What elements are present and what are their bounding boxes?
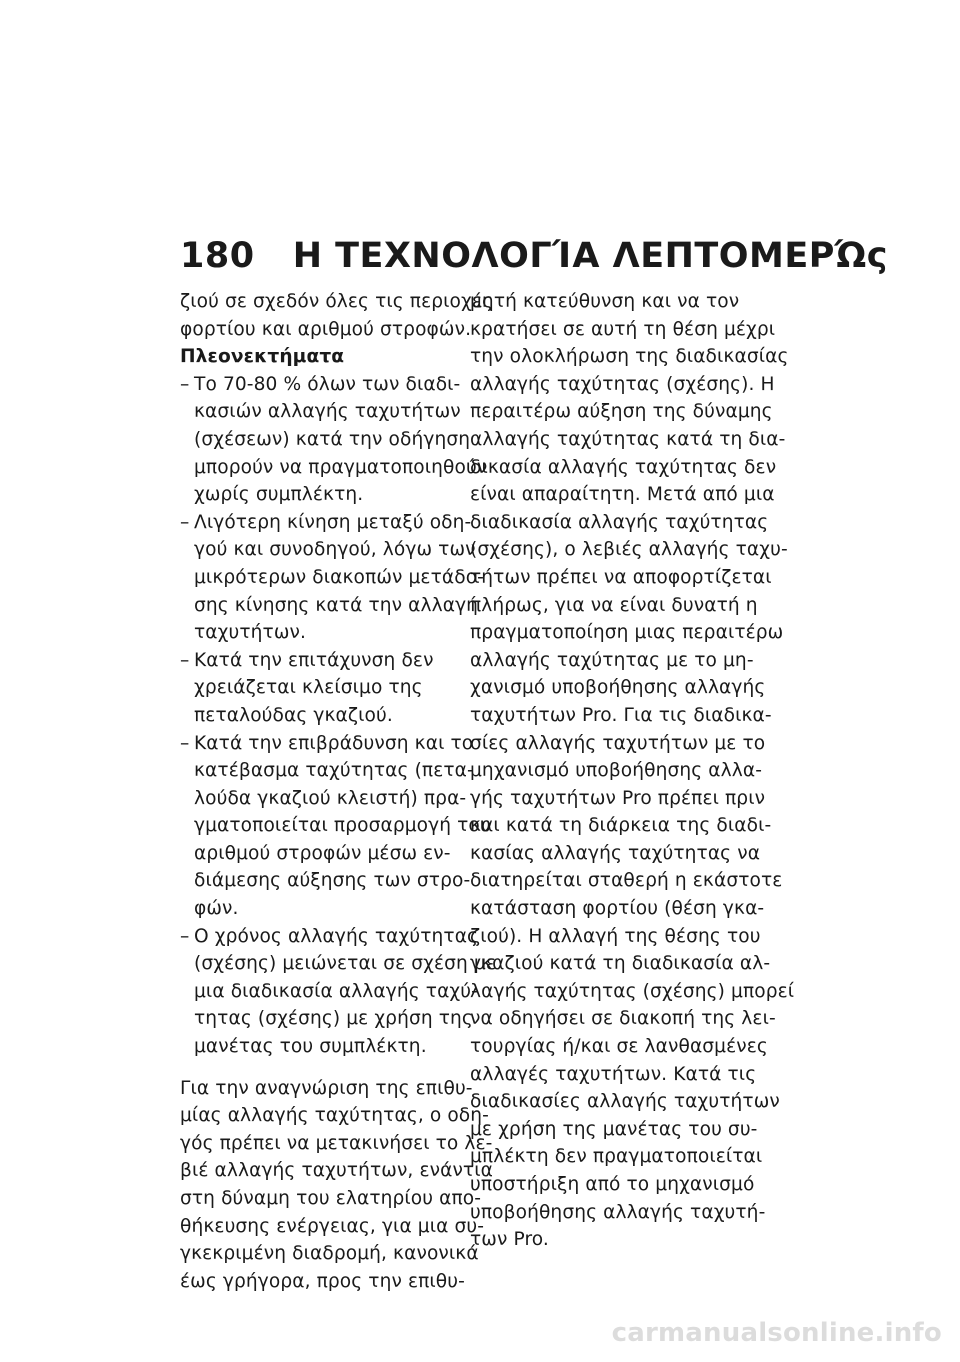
paragraph-line: αλλαγής ταχύτητας κατά τη δια- <box>470 428 786 450</box>
item-line: (σχέσης) μειώνεται σε σχέση με <box>194 953 496 975</box>
paragraph-line: αλλαγής ταχύτητας με το μη- <box>470 649 754 671</box>
paragraph-line: των Pro. <box>470 1229 549 1251</box>
left-column <box>180 288 496 1295</box>
item-line: διάμεσης αύξησης των στρο- <box>194 870 471 892</box>
paragraph-line: χανισμό υποβοήθησης αλλαγής <box>470 677 766 699</box>
paragraph-line: σίες αλλαγής ταχυτήτων με το <box>470 732 766 754</box>
item-line: γματοποιείται προσαρμογή του <box>194 815 491 837</box>
intro-line: φορτίου και αριθμού στροφών. <box>180 318 472 340</box>
item-line: Ο χρόνος αλλαγής ταχύτητας <box>194 925 479 947</box>
paragraph-line: γής ταχυτήτων Pro πρέπει πριν <box>470 787 766 809</box>
watermark: carmanualsonline.info <box>611 1318 942 1348</box>
item-line: γού και συνοδηγού, λόγω των <box>194 539 476 561</box>
body-paragraph <box>180 1075 493 1296</box>
bullet-dash: – <box>180 511 190 533</box>
item-line: σης κίνησης κατά την αλλαγή <box>194 594 479 616</box>
paragraph-line: (σχέσης), ο λεβιές αλλαγής ταχυ- <box>470 539 788 561</box>
item-line: Κατά την επιβράδυνση και το <box>194 732 474 754</box>
paragraph-line: λαγής ταχύτητας (σχέσης) μπορεί <box>470 980 795 1002</box>
section-title: Η ΤΕΧΝΟΛΟΓΊΑ ΛΕΠΤΟΜΕΡΏς <box>292 236 888 276</box>
paragraph-line: γκεκριμένη διαδρομή, κανονικά <box>180 1243 479 1265</box>
paragraph-line: να οδηγήσει σε διακοπή της λει- <box>470 1008 776 1030</box>
item-line: μικρότερων διακοπών μετάδο- <box>194 566 484 588</box>
paragraph-line: ζιού). Η αλλαγή της θέσης του <box>470 925 761 947</box>
item-line: μπορούν να πραγματοποιηθούν <box>194 456 488 478</box>
paragraph-line: πραγματοποίηση μιας περαιτέρω <box>470 622 784 644</box>
paragraph-line: τήτων πρέπει να αποφορτίζεται <box>470 566 772 588</box>
paragraph-line: την ολοκλήρωση της διαδικασίας <box>470 346 789 368</box>
item-line: ταχυτήτων. <box>194 622 306 644</box>
paragraph-line: μίας αλλαγής ταχύτητας, ο οδη- <box>180 1105 489 1127</box>
bullet-dash: – <box>180 925 190 947</box>
paragraph-line: τουργίας ή/και σε λανθασμένες <box>470 1036 768 1058</box>
item-line: πεταλούδας γκαζιού. <box>194 704 393 726</box>
paragraph-line: διαδικασίες αλλαγής ταχυτήτων <box>470 1091 780 1113</box>
item-line: (σχέσεων) κατά την οδήγηση <box>194 428 471 450</box>
paragraph-line: δικασία αλλαγής ταχύτητας δεν <box>470 456 777 478</box>
paragraph-line: ταχυτήτων Pro. Για τις διαδικα- <box>470 704 772 726</box>
paragraph-line: υποστήριξη από το μηχανισμό <box>470 1174 755 1195</box>
paragraph-line: περαιτέρω αύξηση της δύναμης <box>470 401 773 423</box>
item-line: Κατά την επιτάχυνση δεν <box>194 649 434 671</box>
item-line: χωρίς συμπλέκτη. <box>194 484 364 506</box>
paragraph-line: στη δύναμη του ελατηρίου απο- <box>180 1188 482 1209</box>
advantage-item <box>180 647 450 730</box>
paragraph-line: γκαζιού κατά τη διαδικασία αλ- <box>470 953 771 975</box>
intro-line: ζιού σε σχεδόν όλες τις περιοχές <box>180 291 494 312</box>
paragraph-line: και κατά τη διάρκεια της διαδι- <box>470 815 772 837</box>
paragraph-line: διαδικασία αλλαγής ταχύτητας <box>470 511 769 533</box>
item-line: φών. <box>194 898 239 920</box>
paragraph-line: αλλαγές ταχυτήτων. Κατά τις <box>470 1063 757 1085</box>
paragraph-line: μπλέκτη δεν πραγματοποιείται <box>470 1146 763 1168</box>
paragraph-line: Για την αναγνώριση της επιθυ- <box>180 1077 473 1099</box>
paragraph-line: βιέ αλλαγής ταχυτήτων, ενάντια <box>180 1160 493 1182</box>
paragraph-line: μηχανισμό υποβοήθησης αλλα- <box>470 760 763 782</box>
advantage-item <box>180 730 491 923</box>
paragraph-line: κατάσταση φορτίου (θέση γκα- <box>470 898 765 920</box>
paragraph-line: διατηρείται σταθερή η εκάστοτε <box>470 870 783 892</box>
item-line: μια διαδικασία αλλαγής ταχύ- <box>194 980 478 1002</box>
advantages-heading: Πλεονεκτήματα <box>180 346 345 368</box>
item-line: κασιών αλλαγής ταχυτήτων <box>194 401 461 423</box>
paragraph-line: είναι απαραίτητη. Μετά από μια <box>470 484 775 506</box>
page-number: 180 <box>180 236 255 276</box>
item-line: αριθμού στροφών μέσω εν- <box>194 842 451 864</box>
advantage-item <box>180 923 496 1061</box>
right-column <box>470 288 795 1254</box>
item-line: λούδα γκαζιού κλειστή) πρα- <box>194 787 467 809</box>
advantage-item <box>180 509 484 647</box>
item-line: χρειάζεται κλείσιμο της <box>194 677 423 699</box>
bullet-dash: – <box>180 373 190 395</box>
paragraph-line: κασίας αλλαγής ταχύτητας να <box>470 842 761 864</box>
item-line: τητας (σχέσης) με χρήση της <box>194 1008 473 1030</box>
paragraph-line: γός πρέπει να μετακινήσει το λε- <box>180 1132 493 1154</box>
item-line: κατέβασμα ταχύτητας (πετα- <box>194 760 474 782</box>
paragraph-line: έως γρήγορα, προς την επιθυ- <box>180 1270 465 1292</box>
bullet-dash: – <box>180 649 190 671</box>
paragraph-line: πλήρως, για να είναι δυνατή η <box>470 594 758 616</box>
paragraph-line: αλλαγής ταχύτητας (σχέσης). Η <box>470 373 775 395</box>
item-line: Λιγότερη κίνηση μεταξύ οδη- <box>194 511 472 533</box>
advantage-item <box>180 371 488 509</box>
paragraph-line: θήκευσης ενέργειας, για μια συ- <box>180 1215 485 1237</box>
paragraph-line: με χρήση της μανέτας του συ- <box>470 1118 758 1140</box>
bullet-dash: – <box>180 732 190 754</box>
paragraph-line: κρατήσει σε αυτή τη θέση μέχρι <box>470 318 776 340</box>
item-line: μανέτας του συμπλέκτη. <box>194 1036 427 1058</box>
item-line: Το 70-80 % όλων των διαδι- <box>194 373 461 395</box>
paragraph-gap <box>180 1061 450 1075</box>
page-header <box>180 236 888 286</box>
paragraph-line: υποβοήθησης αλλαγής ταχυτή- <box>470 1201 766 1223</box>
paragraph-line: μητή κατεύθυνση και να τον <box>470 291 740 312</box>
